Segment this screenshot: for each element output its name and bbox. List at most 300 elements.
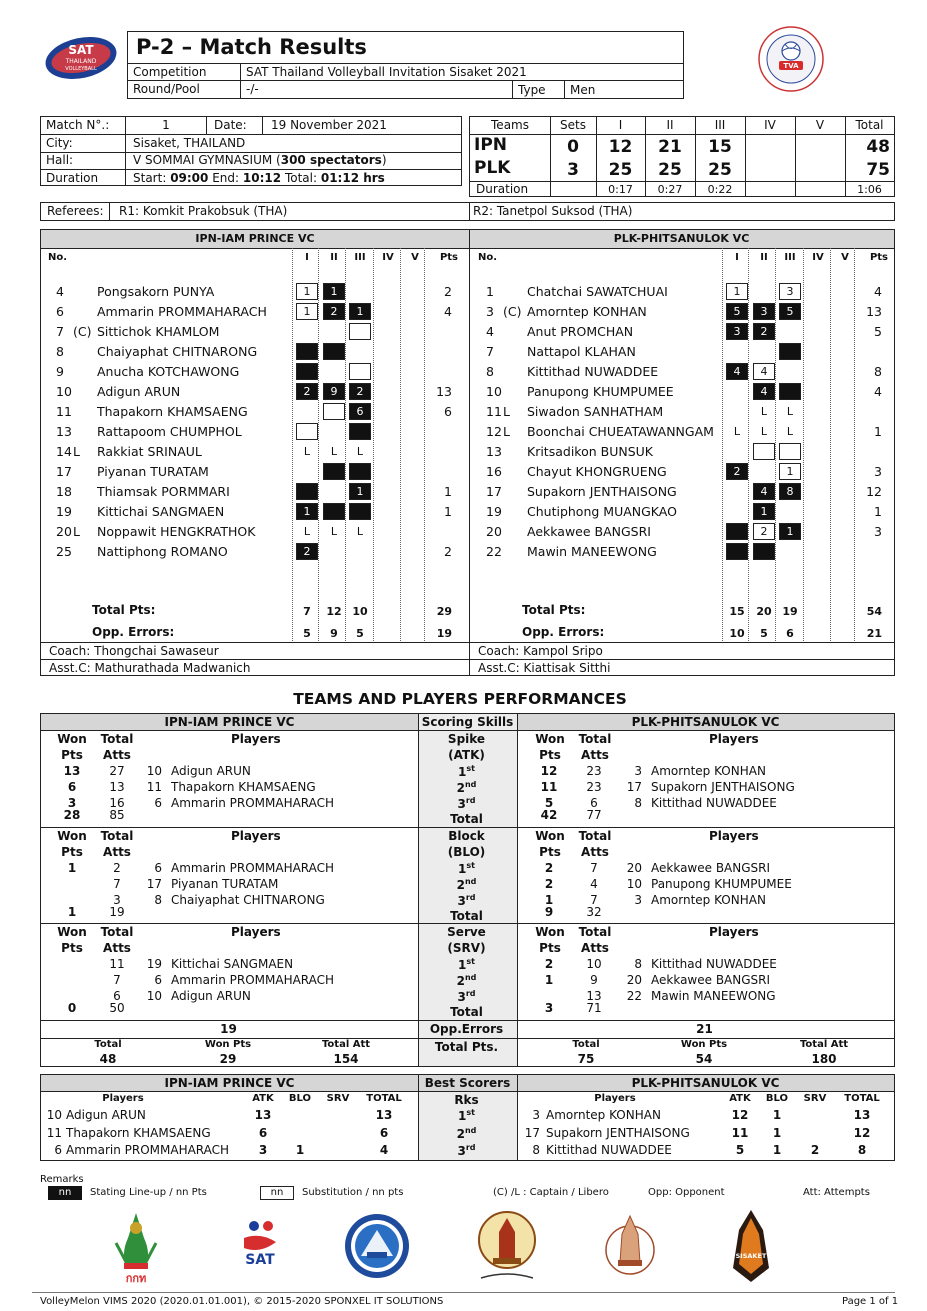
- team_a-col-no: No.: [48, 252, 68, 263]
- team-a-asst: Asst.C: Mathurathada Madwanich: [49, 661, 251, 675]
- score-plk-sets: 3: [567, 160, 579, 180]
- players-header: Players: [231, 925, 281, 939]
- rank-number: 2: [456, 781, 465, 795]
- player-name: Ammarin PROMMAHARACH: [171, 860, 335, 875]
- won-header: Won: [57, 732, 87, 746]
- score-box: [469, 116, 895, 197]
- rank-suffix: st: [466, 957, 475, 966]
- team-b-asst: Asst.C: Kiattisak Sitthi: [478, 661, 611, 675]
- libero-marker: L: [786, 405, 794, 418]
- player-no: 19: [146, 957, 162, 971]
- score-header-total: Total: [855, 118, 884, 132]
- player-name: Mawin MANEEWONG: [527, 544, 657, 559]
- player-no: 8: [154, 892, 162, 907]
- players-header: Players: [709, 732, 759, 746]
- player-name: Kittithad NUWADDEE: [651, 957, 777, 971]
- footer-copyright: VolleyMelon VIMS 2020 (2020.01.01.001), © 2015-2020 SPONXEL IT SOLUTIONS: [40, 1296, 444, 1307]
- player-number: 9: [56, 364, 64, 379]
- best-atk: 5: [735, 1143, 745, 1157]
- starting-lineup-box: 1: [753, 503, 775, 520]
- team-a-coach: Coach: Thongchai Sawaseur: [49, 644, 219, 658]
- team_a-col-s3: III: [354, 252, 366, 263]
- serve-skill-abbr: (SRV): [447, 941, 486, 955]
- opp-errors-sum: 19: [436, 627, 452, 640]
- score-ipn-s3: 15: [708, 137, 732, 157]
- best-atk: 12: [731, 1108, 749, 1122]
- rank-label: [417, 957, 516, 972]
- score-ipn-sets: 0: [567, 137, 579, 157]
- player-name: Amorntep KONHAN: [651, 764, 766, 778]
- won-pts-total: 0: [67, 1001, 77, 1015]
- won-pts-total: 28: [63, 808, 81, 822]
- won-pts: 1: [544, 892, 554, 907]
- rank-label: [417, 1108, 516, 1123]
- player-points: 5: [874, 324, 882, 339]
- player-name: Pongsakorn PUNYA: [97, 284, 215, 299]
- tva-logo-text: TVA: [783, 62, 799, 70]
- best-blo: 1: [295, 1143, 305, 1157]
- total-pts-label: Total Pts:: [522, 603, 586, 617]
- best-header: ATK: [252, 1093, 274, 1104]
- starting-lineup-box: 3: [726, 323, 748, 340]
- svg-text:SAT: SAT: [68, 43, 94, 57]
- player-number: 20: [56, 524, 72, 539]
- player-number: 20: [486, 524, 502, 539]
- score-header-teams: Teams: [491, 118, 529, 132]
- player-no: 20: [626, 973, 642, 987]
- total-pts-label: Total Pts:: [92, 603, 156, 617]
- team_b-col-s3: III: [784, 252, 796, 263]
- player-no: 17: [626, 780, 642, 794]
- ranks-label: Rks: [454, 1093, 479, 1107]
- player-name: Ammarin PROMMAHARACH: [171, 796, 335, 810]
- rank-label: [417, 989, 516, 1004]
- atts-total: 71: [586, 1001, 602, 1015]
- starting-lineup-box: [349, 423, 371, 440]
- page-title: P-2 – Match Results: [136, 35, 367, 59]
- type-label: Type: [518, 83, 546, 97]
- player-name: Chaiyaphat CHITNARONG: [97, 344, 258, 359]
- score-plk-s3: 25: [708, 160, 732, 180]
- team_a-col-pts: Pts: [439, 252, 458, 263]
- starting-lineup-box: 5: [726, 303, 748, 320]
- player-points: 4: [874, 284, 882, 299]
- player-name: Aekkawee BANGSRI: [527, 524, 651, 539]
- title-box: [127, 31, 684, 99]
- team_b-col-s1: I: [735, 252, 739, 263]
- player-number: 18: [56, 484, 72, 499]
- total-atts: 7: [113, 973, 121, 987]
- summary-header: Total: [572, 1039, 600, 1050]
- legend-sub-text: Substitution / nn pts: [302, 1187, 404, 1198]
- column-divider: [803, 248, 804, 641]
- total-pts-sum: 54: [866, 605, 882, 618]
- legend-sub-box: [260, 1186, 294, 1200]
- starting-lineup-box: 4: [753, 383, 775, 400]
- player-no: 8: [634, 796, 642, 810]
- atts-header: Atts: [581, 941, 609, 955]
- best-player-no: 17: [524, 1125, 540, 1140]
- team_a-col-s4: IV: [382, 252, 394, 263]
- rank-number: 2: [456, 1126, 465, 1141]
- libero-marker: L: [356, 445, 364, 458]
- atts-total: 19: [109, 904, 125, 919]
- player-points: 13: [436, 384, 452, 399]
- rank-suffix: nd: [464, 780, 477, 789]
- starting-lineup-box: [779, 383, 801, 400]
- starting-lineup-box: [726, 543, 748, 560]
- best-atk: 11: [731, 1125, 749, 1140]
- sat-logo: [230, 1212, 290, 1282]
- player-number: 22: [486, 544, 502, 559]
- player-name: Kritsadikon BUNSUK: [527, 444, 653, 459]
- total-atts: 7: [113, 876, 121, 891]
- opp-errors-set: 10: [729, 627, 745, 640]
- player-number: 17: [56, 464, 72, 479]
- best-header: Players: [102, 1093, 144, 1104]
- atts-header: Atts: [103, 748, 131, 762]
- total-pts-set: 10: [352, 605, 368, 618]
- opp-errors-label: Opp.Errors: [429, 1022, 504, 1036]
- best-header: TOTAL: [366, 1093, 402, 1104]
- column-divider: [373, 248, 374, 641]
- legend-starting-box: [48, 1186, 82, 1200]
- player-flag: L: [73, 444, 80, 459]
- starting-lineup-box: 5: [779, 303, 801, 320]
- summary-value: 180: [811, 1052, 837, 1066]
- player-points: 3: [874, 524, 882, 539]
- serve-skill-name: Serve: [447, 925, 486, 939]
- total-header: Total: [578, 732, 612, 746]
- best-player-name: Adigun ARUN: [66, 1108, 146, 1122]
- team_b-col-pts: Pts: [869, 252, 888, 263]
- starting-lineup-box: [349, 463, 371, 480]
- referee-2: R2: Tanetpol Suksod (THA): [473, 204, 633, 218]
- total-pts-set: 12: [326, 605, 342, 618]
- rank-number: 2: [456, 974, 465, 988]
- atts-total: 85: [109, 808, 125, 822]
- starting-lineup-box: [296, 363, 318, 380]
- libero-marker: L: [760, 425, 768, 438]
- player-name: Chutiphong MUANGKAO: [527, 504, 677, 519]
- starting-lineup-box: [296, 483, 318, 500]
- svg-text:VOLLEYBALL: VOLLEYBALL: [65, 66, 97, 72]
- best-player-name: Amorntep KONHAN: [546, 1108, 661, 1122]
- performance-title: TEAMS AND PLAYERS PERFORMANCES: [293, 690, 627, 708]
- atts-total: 50: [109, 1001, 125, 1015]
- libero-marker: L: [330, 445, 338, 458]
- perf-scoring-label: Scoring Skills: [421, 715, 514, 729]
- total-pts-set: 7: [303, 605, 311, 618]
- pts-header: Pts: [539, 748, 561, 762]
- libero-marker: L: [786, 425, 794, 438]
- player-points: 2: [444, 544, 452, 559]
- substitution-box: [323, 403, 345, 420]
- team-b-coach: Coach: Kampol Sripo: [478, 644, 603, 658]
- best-srv: 2: [810, 1143, 820, 1157]
- sisaket-team-logo: [723, 1208, 779, 1286]
- player-number: 17: [486, 484, 502, 499]
- score-plk-s2: 25: [658, 160, 682, 180]
- round-label: Round/Pool: [133, 82, 200, 96]
- score-duration-label: Duration: [476, 182, 529, 196]
- player-name: Siwadon SANHATHAM: [527, 404, 664, 419]
- best-total: 8: [857, 1143, 867, 1157]
- total-atts: 4: [590, 876, 598, 891]
- total-atts: 11: [109, 957, 125, 971]
- competition-value: SAT Thailand Volleyball Invitation Sisaket 2021: [246, 65, 527, 79]
- starting-lineup-box: [323, 463, 345, 480]
- hall-value: V SOMMAI GYMNASIUM (300 spectators): [133, 153, 387, 167]
- libero-marker: L: [303, 445, 311, 458]
- best-title: Best Scorers: [424, 1076, 511, 1090]
- referees-label: Referees:: [47, 204, 104, 218]
- pts-header: Pts: [539, 941, 561, 955]
- player-no: 6: [154, 973, 162, 987]
- substitution-box: [349, 323, 371, 340]
- temple-seal-logo: [600, 1210, 660, 1284]
- total-atts: 6: [113, 989, 121, 1003]
- player-no: 17: [146, 876, 162, 891]
- best-blo: 1: [772, 1108, 782, 1122]
- rank-number: 2: [456, 877, 465, 892]
- spike-skill-name: Spike: [447, 732, 486, 746]
- player-no: 20: [626, 860, 642, 875]
- total-pts-set: 20: [756, 605, 772, 618]
- total-atts: 9: [590, 973, 598, 987]
- substitution-box: [779, 443, 801, 460]
- competition-label: Competition: [133, 65, 207, 79]
- team_a-col-s1: I: [305, 252, 309, 263]
- summary-value: 29: [219, 1052, 237, 1066]
- summary-header: Total: [94, 1039, 122, 1050]
- player-name: Amorntep KONHAN: [651, 892, 766, 907]
- player-no: 10: [626, 876, 642, 891]
- column-divider: [345, 248, 346, 641]
- won-pts: 1: [544, 973, 554, 987]
- duration-value: Start: 09:00 End: 10:12 Total: 01:12 hrs: [133, 171, 385, 185]
- player-name: Panupong KHUMPUMEE: [527, 384, 674, 399]
- player-no: 3: [634, 892, 642, 907]
- player-number: 8: [56, 344, 64, 359]
- won-pts: 2: [544, 860, 554, 875]
- score-ipn-total: 48: [866, 137, 890, 157]
- total-atts: 13: [586, 989, 602, 1003]
- substitution-box: 2: [753, 523, 775, 540]
- best-blo: 1: [772, 1125, 782, 1140]
- player-name: Kittichai SANGMAEN: [97, 504, 225, 519]
- player-number: 13: [56, 424, 72, 439]
- starting-lineup-box: [726, 523, 748, 540]
- summary-header: Total Att: [321, 1039, 371, 1050]
- rank-label: [417, 796, 516, 811]
- pts-header: Pts: [61, 941, 83, 955]
- score-header-set3: III: [714, 118, 726, 132]
- player-no: 22: [626, 989, 642, 1003]
- pts-header: Pts: [61, 748, 83, 762]
- player-flag: L: [503, 424, 510, 439]
- player-name: Chayut KHONGRUENG: [527, 464, 667, 479]
- libero-marker: L: [733, 425, 741, 438]
- best-player-no: 10: [46, 1108, 62, 1122]
- won-pts: 6: [67, 780, 77, 794]
- total-pts-label: Total Pts.: [434, 1040, 499, 1054]
- score-header-set4: IV: [764, 118, 776, 132]
- best-player-name: Supakorn JENTHAISONG: [546, 1125, 690, 1140]
- total-header: Total: [100, 828, 134, 843]
- won-pts: 12: [540, 764, 558, 778]
- rank-label: [417, 893, 516, 908]
- best-header: BLO: [288, 1093, 312, 1104]
- best-atk: 3: [258, 1143, 268, 1157]
- best-player-no: 8: [532, 1143, 540, 1157]
- match-no-label: Match N°.:: [46, 118, 110, 132]
- rank-suffix: nd: [464, 1125, 477, 1135]
- score-header-set1: I: [618, 118, 623, 132]
- date-value: 19 November 2021: [271, 118, 387, 132]
- player-name: Chaiyaphat CHITNARONG: [171, 892, 325, 907]
- won-pts-total: 42: [540, 808, 558, 822]
- rank-suffix: nd: [464, 876, 477, 886]
- player-name: Ammarin PROMMAHARACH: [97, 304, 267, 319]
- total-header: Total: [100, 732, 134, 746]
- team_b-col-s4: IV: [812, 252, 824, 263]
- team_a-col-s2: II: [330, 252, 338, 263]
- libero-marker: L: [356, 525, 364, 538]
- rank-suffix: rd: [465, 796, 476, 805]
- rank-number: 3: [457, 893, 466, 908]
- best-header: BLO: [765, 1093, 789, 1104]
- substitution-box: 1: [726, 283, 748, 300]
- column-divider: [292, 248, 293, 641]
- score-duration-total: 1:06: [857, 183, 882, 196]
- won-header: Won: [57, 828, 87, 843]
- player-number: 14: [56, 444, 72, 459]
- atts-header: Atts: [581, 748, 609, 762]
- won-pts-total: 9: [544, 904, 554, 919]
- total-atts: 23: [586, 780, 602, 794]
- starting-lineup-box: 2: [726, 463, 748, 480]
- starting-lineup-box: [753, 543, 775, 560]
- rank-label: [417, 861, 516, 876]
- block-skill-abbr: (BLO): [447, 844, 486, 859]
- player-points: 12: [866, 484, 882, 499]
- total-row-label: Total: [450, 908, 483, 923]
- libero-marker: L: [303, 525, 311, 538]
- team-b-name: PLK-PHITSANULOK VC: [613, 232, 750, 245]
- rank-label: [417, 780, 516, 795]
- sisaket-logo-text: SISAKET: [735, 1252, 767, 1260]
- starting-lineup-box: 8: [779, 483, 801, 500]
- player-flag: (C): [73, 324, 92, 339]
- player-name: Supakorn JENTHAISONG: [651, 780, 795, 794]
- player-no: 10: [146, 764, 162, 778]
- player-name: Thiamsak PORMMARI: [97, 484, 230, 499]
- legend-captain-text: (C) /L : Captain / Libero: [493, 1187, 609, 1198]
- city-label: City:: [46, 136, 73, 150]
- player-no: 6: [154, 796, 162, 810]
- player-number: 6: [56, 304, 64, 319]
- starting-lineup-box: [349, 503, 371, 520]
- substitution-box: [753, 443, 775, 460]
- hall-label: Hall:: [46, 153, 74, 167]
- summary-header: Won Pts: [680, 1039, 728, 1050]
- score-header-set5: V: [815, 118, 825, 132]
- score-header-sets: Sets: [560, 118, 586, 132]
- starting-lineup-box: [779, 343, 801, 360]
- won-pts-total: 3: [544, 1001, 554, 1015]
- best-atk: 13: [254, 1108, 272, 1122]
- score-duration-s1: 0:17: [608, 183, 633, 196]
- column-divider: [775, 248, 776, 641]
- legend-starting-text: Stating Line-up / nn Pts: [90, 1187, 207, 1198]
- starting-lineup-box: [296, 343, 318, 360]
- rank-label: [417, 1126, 516, 1141]
- player-name: Adigun ARUN: [171, 989, 251, 1003]
- summary-value: 154: [333, 1052, 359, 1066]
- best-team-a-name: IPN-IAM PRINCE VC: [164, 1076, 295, 1090]
- player-name: Nattiphong ROMANO: [97, 544, 228, 559]
- starting-lineup-box: 2: [323, 303, 345, 320]
- score-team-plk: PLK: [474, 158, 511, 178]
- block-skill-name: Block: [448, 828, 485, 843]
- player-flag: (C): [503, 304, 522, 319]
- opp-errors-set: 9: [330, 627, 338, 640]
- won-pts: 2: [544, 957, 554, 971]
- total-atts: 16: [109, 796, 125, 810]
- won-header: Won: [535, 925, 565, 939]
- rank-suffix: rd: [465, 989, 476, 998]
- player-number: 25: [56, 544, 72, 559]
- won-pts-total: 1: [67, 904, 77, 919]
- player-number: 12: [486, 424, 502, 439]
- total-header: Total: [100, 925, 134, 939]
- libero-marker: L: [760, 405, 768, 418]
- best-player-name: Ammarin PROMMAHARACH: [66, 1143, 230, 1157]
- player-number: 19: [486, 504, 502, 519]
- player-points: 1: [444, 484, 452, 499]
- player-points: 6: [444, 404, 452, 419]
- team_b-col-no: No.: [478, 252, 498, 263]
- total-atts: 6: [590, 796, 598, 810]
- team_a-col-s5: V: [411, 252, 419, 263]
- player-name: Nattapol KLAHAN: [527, 344, 636, 359]
- player-flag: L: [503, 404, 510, 419]
- player-number: 3: [486, 304, 494, 319]
- best-total: 6: [379, 1125, 389, 1140]
- player-name: Thapakorn KHAMSAENG: [97, 404, 248, 419]
- svg-text:THAILAND: THAILAND: [65, 58, 97, 65]
- player-name: Sittichok KHAMLOM: [97, 324, 220, 339]
- player-name: Aekkawee BANGSRI: [651, 973, 771, 987]
- best-team-b-name: PLK-PHITSANULOK VC: [631, 1076, 780, 1090]
- rank-label: [417, 973, 516, 988]
- sat-volleyball-logo: [42, 32, 120, 84]
- total-header: Total: [578, 828, 612, 843]
- starting-lineup-box: 1: [779, 523, 801, 540]
- starting-lineup-box: [323, 503, 345, 520]
- player-name: Piyanan TURATAM: [171, 876, 279, 891]
- player-name: Thapakorn KHAMSAENG: [171, 780, 316, 794]
- rank-number: 1: [458, 861, 467, 876]
- remarks-label: Remarks: [40, 1174, 84, 1185]
- won-header: Won: [535, 828, 565, 843]
- player-name: Kittithad NUWADDEE: [651, 796, 777, 810]
- substitution-box: 3: [779, 283, 801, 300]
- perf-team-a-name: IPN-IAM PRINCE VC: [164, 715, 295, 729]
- team_b-col-s2: II: [760, 252, 768, 263]
- atts-total: 77: [586, 808, 602, 822]
